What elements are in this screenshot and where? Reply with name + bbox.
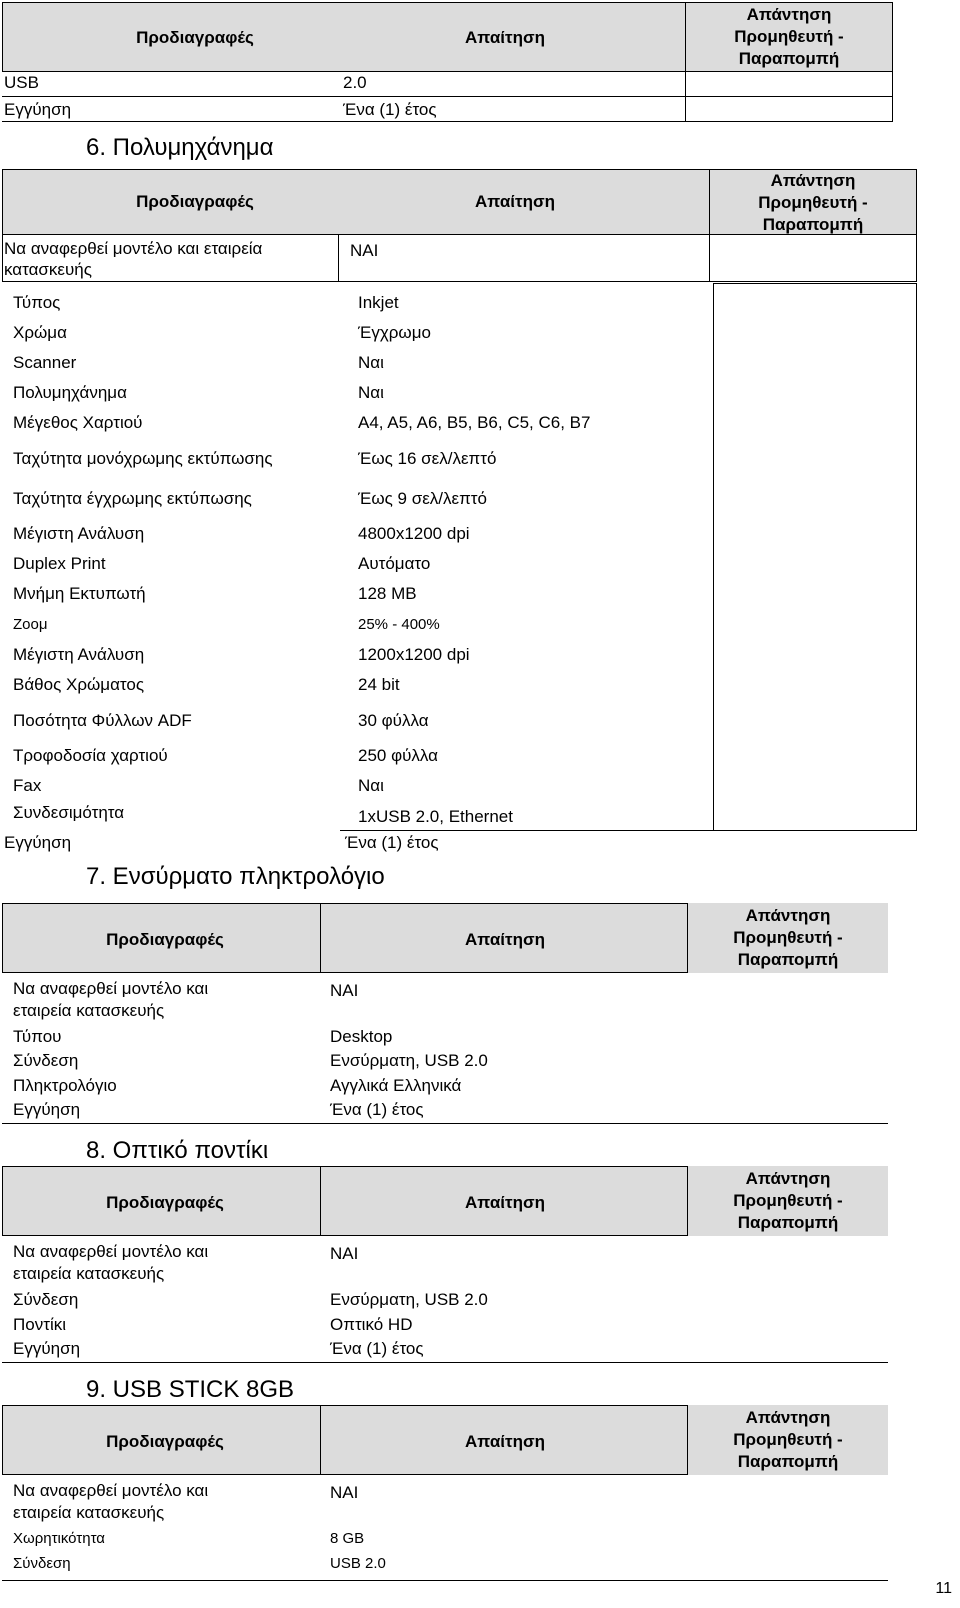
s6-model-value: ΝΑΙ [350,241,379,260]
top-reply-header: Απάντηση Προμηθευτή - Παραπομπή [734,5,844,68]
s8-row-label: Σύνδεση [13,1290,79,1309]
top-row-value: Ένα (1) έτος [343,100,437,119]
s6-row-value: 1200x1200 dpi [358,645,470,664]
section-7-title: 7. Ενσύρματο πληκτρολόγιο [86,863,385,890]
s9-specs-header: Προδιαγραφές [106,1432,224,1451]
s6-row-value: Έγχρωμο [358,323,431,342]
s8-row-label: Ποντίκι [13,1315,67,1334]
top-row-value: 2.0 [343,73,367,92]
s7-row-label: Εγγύηση [13,1100,81,1119]
s7-row-value: Ένα (1) έτος [330,1100,424,1119]
s7-row-value: Αγγλικά Ελληνικά [330,1076,462,1095]
s6-row-value: Ναι [358,353,384,372]
top-requirement-header: Απαίτηση [465,28,545,47]
s8-requirement-header: Απαίτηση [465,1193,545,1212]
s6-row-value: 128 MB [358,584,417,603]
s9-row-value: 8 GB [330,1530,365,1547]
s6-row-value: 250 φύλλα [358,746,438,765]
s7-row-value: Ενσύρματη, USB 2.0 [330,1051,488,1070]
s6-row-label: Ποσότητα Φύλλων ADF [13,711,192,730]
s6-row-label: Μέγιστη Ανάλυση [13,645,145,664]
s9-row-label: Χωρητικότητα [13,1530,105,1547]
s8-row-label: Εγγύηση [13,1339,81,1358]
s6-specs-header: Προδιαγραφές [136,192,254,211]
s9-model-value: ΝΑΙ [330,1483,359,1502]
s6-row-value: 24 bit [358,675,400,694]
s8-model-value: ΝΑΙ [330,1244,359,1263]
s9-row-value: USB 2.0 [330,1555,386,1572]
s9-reply-header: Απάντηση Προμηθευτή - Παραπομπή [733,1408,843,1471]
s6-row-value: Έως 9 σελ/λεπτό [358,489,487,508]
page-number: 11 [935,1580,952,1597]
s6-row-value: Inkjet [358,293,399,312]
s6-row-value: A4, A5, A6, B5, B6, C5, C6, B7 [358,413,591,432]
s8-specs-header: Προδιαγραφές [106,1193,224,1212]
s6-row-label: Μέγιστη Ανάλυση [13,524,145,543]
s8-row-value: Οπτικό HD [330,1315,413,1334]
s6-row-label: Μνήμη Εκτυπωτή [13,584,146,603]
s6-row-label: Πολυμηχάνημα [13,383,127,402]
s6-row-label: Χρώμα [13,323,67,342]
section-9-title: 9. USB STICK 8GB [86,1376,295,1403]
top-row-label: USB [4,73,39,92]
s8-model-label: Να αναφερθεί μοντέλο και εταιρεία κατασκευής [13,1242,209,1283]
s6-row-label: Zooμ [13,616,48,633]
s7-model-label: Να αναφερθεί μοντέλο και εταιρεία κατασκευής [13,979,209,1020]
s6-row-label: Συνδεσιμότητα [13,803,125,822]
s6-model-label: Να αναφερθεί μοντέλο και εταιρεία κατασκευής [4,239,263,279]
s6-row-label: Μέγεθος Χαρτιού [13,413,143,432]
s6-row-label: Τροφοδοσία χαρτιού [13,746,168,765]
section-8-title: 8. Οπτικό ποντίκι [86,1137,269,1164]
s6-row-value: 1xUSB 2.0, Ethernet [358,807,513,826]
top-specs-header: Προδιαγραφές [136,28,254,47]
s6-row-value: 25% - 400% [358,616,440,633]
s6-row-label: Βάθος Χρώματος [13,675,145,694]
s7-row-value: Desktop [330,1027,393,1046]
s6-row-label: Ταχύτητα μονόχρωμης εκτύπωσης [13,449,273,468]
s8-row-value: Ενσύρματη, USB 2.0 [330,1290,488,1309]
s7-model-value: ΝΑΙ [330,981,359,1000]
s9-model-label: Να αναφερθεί μοντέλο και εταιρεία κατασκευής [13,1481,209,1522]
s9-row-label: Σύνδεση [13,1555,71,1572]
s6-row-label: Ταχύτητα έγχρωμης εκτύπωσης [13,489,252,508]
s6-row-value: Αυτόματο [358,554,431,573]
s6-row-value: Έως 16 σελ/λεπτό [358,449,497,468]
s9-requirement-header: Απαίτηση [465,1432,545,1451]
s6-row-label: Scanner [13,353,77,372]
s6-row-value: Ένα (1) έτος [345,833,439,852]
s7-requirement-header: Απαίτηση [465,930,545,949]
s7-row-label: Σύνδεση [13,1051,79,1070]
s6-requirement-header: Απαίτηση [475,192,555,211]
s6-row-label: Duplex Print [13,554,106,573]
top-row-label: Εγγύηση [4,100,72,119]
s6-reply-header: Απάντηση Προμηθευτή - Παραπομπή [758,171,868,234]
s6-row-label: Fax [13,776,42,795]
s6-row-label: Εγγύηση [4,833,72,852]
s6-row-label: Τύπος [13,293,61,312]
s8-reply-header: Απάντηση Προμηθευτή - Παραπομπή [733,1169,843,1232]
s7-row-label: Πληκτρολόγιο [13,1076,117,1095]
s8-row-value: Ένα (1) έτος [330,1339,424,1358]
s6-row-value: 4800x1200 dpi [358,524,470,543]
s6-row-value: Ναι [358,776,384,795]
s7-reply-header: Απάντηση Προμηθευτή - Παραπομπή [733,906,843,969]
s7-specs-header: Προδιαγραφές [106,930,224,949]
s7-row-label: Τύπου [13,1027,62,1046]
s6-row-value: Ναι [358,383,384,402]
s6-row-value: 30 φύλλα [358,711,429,730]
section-6-title: 6. Πολυμηχάνημα [86,134,274,161]
